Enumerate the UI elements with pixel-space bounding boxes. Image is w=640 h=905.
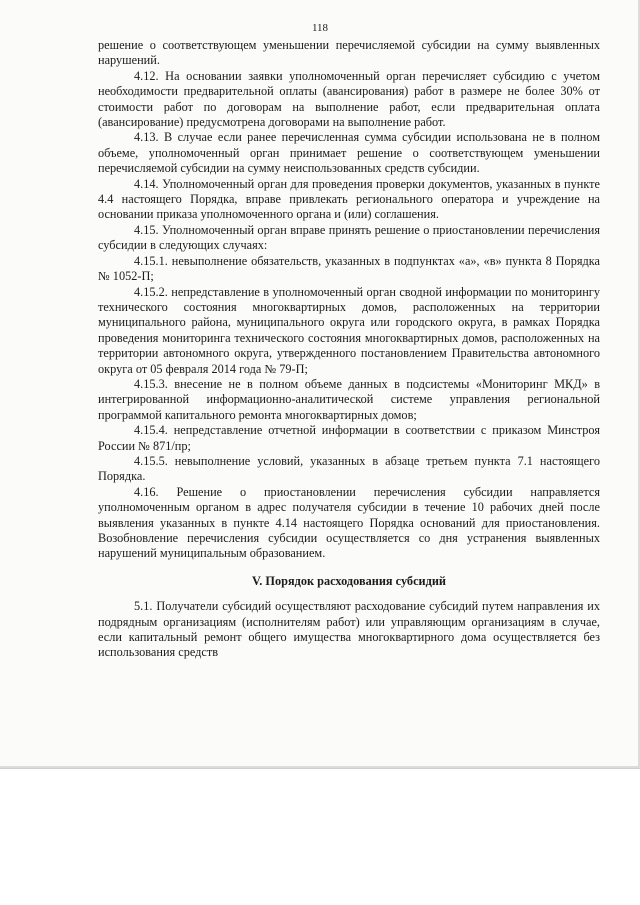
page-number: 118 xyxy=(311,22,329,34)
paragraph-4-15-5: 4.15.5. невыполнение условий, указанных в абзаце третьем пункта 7.1 настоящего Порядка. xyxy=(98,453,600,484)
document-body xyxy=(98,38,600,661)
paragraph-continuation: решение о соответствующем уменьшении перечисляемой субсидии на сумму выявленных нарушений. xyxy=(98,38,600,68)
paragraph-4-15-4: 4.15.4. непредставление отчетной информации в соответствии с приказом Минстроя России № 871/пр; xyxy=(98,423,600,453)
section-heading: V. Порядок расходования субсидий xyxy=(251,573,447,588)
paragraph-4-16: 4.16. Решение о приостановлении перечисления субсидии направляется уполномоченным органом в адрес получателя субсидии в течение 10 рабочих дней после выявления указанных в пункте 4.14 настоящего Порядка оснований для приостановления. Возобновление перечисления субсидии осуществляется со дня устранения выявленных нарушений муниципальным образованием. xyxy=(98,484,600,561)
paragraph-4-12: 4.12. На основании заявки уполномоченный орган перечисляет субсидию с учетом необходимости предварительной оплаты (авансирования) работ в размере не более 30% от стоимости работ по договорам на выполнение работ, если предварительная оплата (авансирование) предусмотрена договорами на выполнение работ. xyxy=(98,68,600,130)
paragraph-4-14: 4.14. Уполномоченный орган для проведения проверки документов, указанных в пункте 4.4 настоящего Порядка, вправе привлекать регионального оператора и учреждение на основании приказа уполномоченного органа и (или) соглашения. xyxy=(98,176,600,222)
paragraph-4-15-1: 4.15.1. невыполнение обязательств, указанных в подпунктах «а», «в» пункта 8 Порядка № 1052-П; xyxy=(98,253,600,284)
paragraph-5-1: 5.1. Получатели субсидий осуществляют расходование субсидий путем направления их подрядным организациям (исполнителям работ) или управляющим организациям в случае, если капитальный ремонт общего имущества многоквартирного дома осуществляется без использования средств xyxy=(98,599,600,660)
paragraph-4-15-2: 4.15.2. непредставление в уполномоченный орган сводной информации по мониторингу технического состояния многоквартирных домов, расположенных на территории муниципального района, муниципального округа или городского округа, в рамках Порядка проведения мониторинга технического состояния многоквартирных домов, расположенных на территории автономного округа, утвержденного постановлением Правительства автономного округа от 05 февраля 2014 года № 79-П; xyxy=(98,284,600,376)
paragraph-4-15: 4.15. Уполномоченный орган вправе принять решение о приостановлении перечисления субсидии в следующих случаях: xyxy=(98,222,600,253)
paragraph-4-15-3: 4.15.3. внесение не в полном объеме данных в подсистемы «Мониторинг МКД» в интегрированной информационно-аналитической системе управления региональной программой капитального ремонта многоквартирных домов; xyxy=(98,376,600,422)
page-edge xyxy=(0,768,640,769)
paragraph-4-13: 4.13. В случае если ранее перечисленная сумма субсидии использована не в полном объеме, уполномоченный орган принимает решение о соответствующем уменьшении перечисляемой субсидии на сумму неиспользованных средств субсидии. xyxy=(98,130,600,176)
